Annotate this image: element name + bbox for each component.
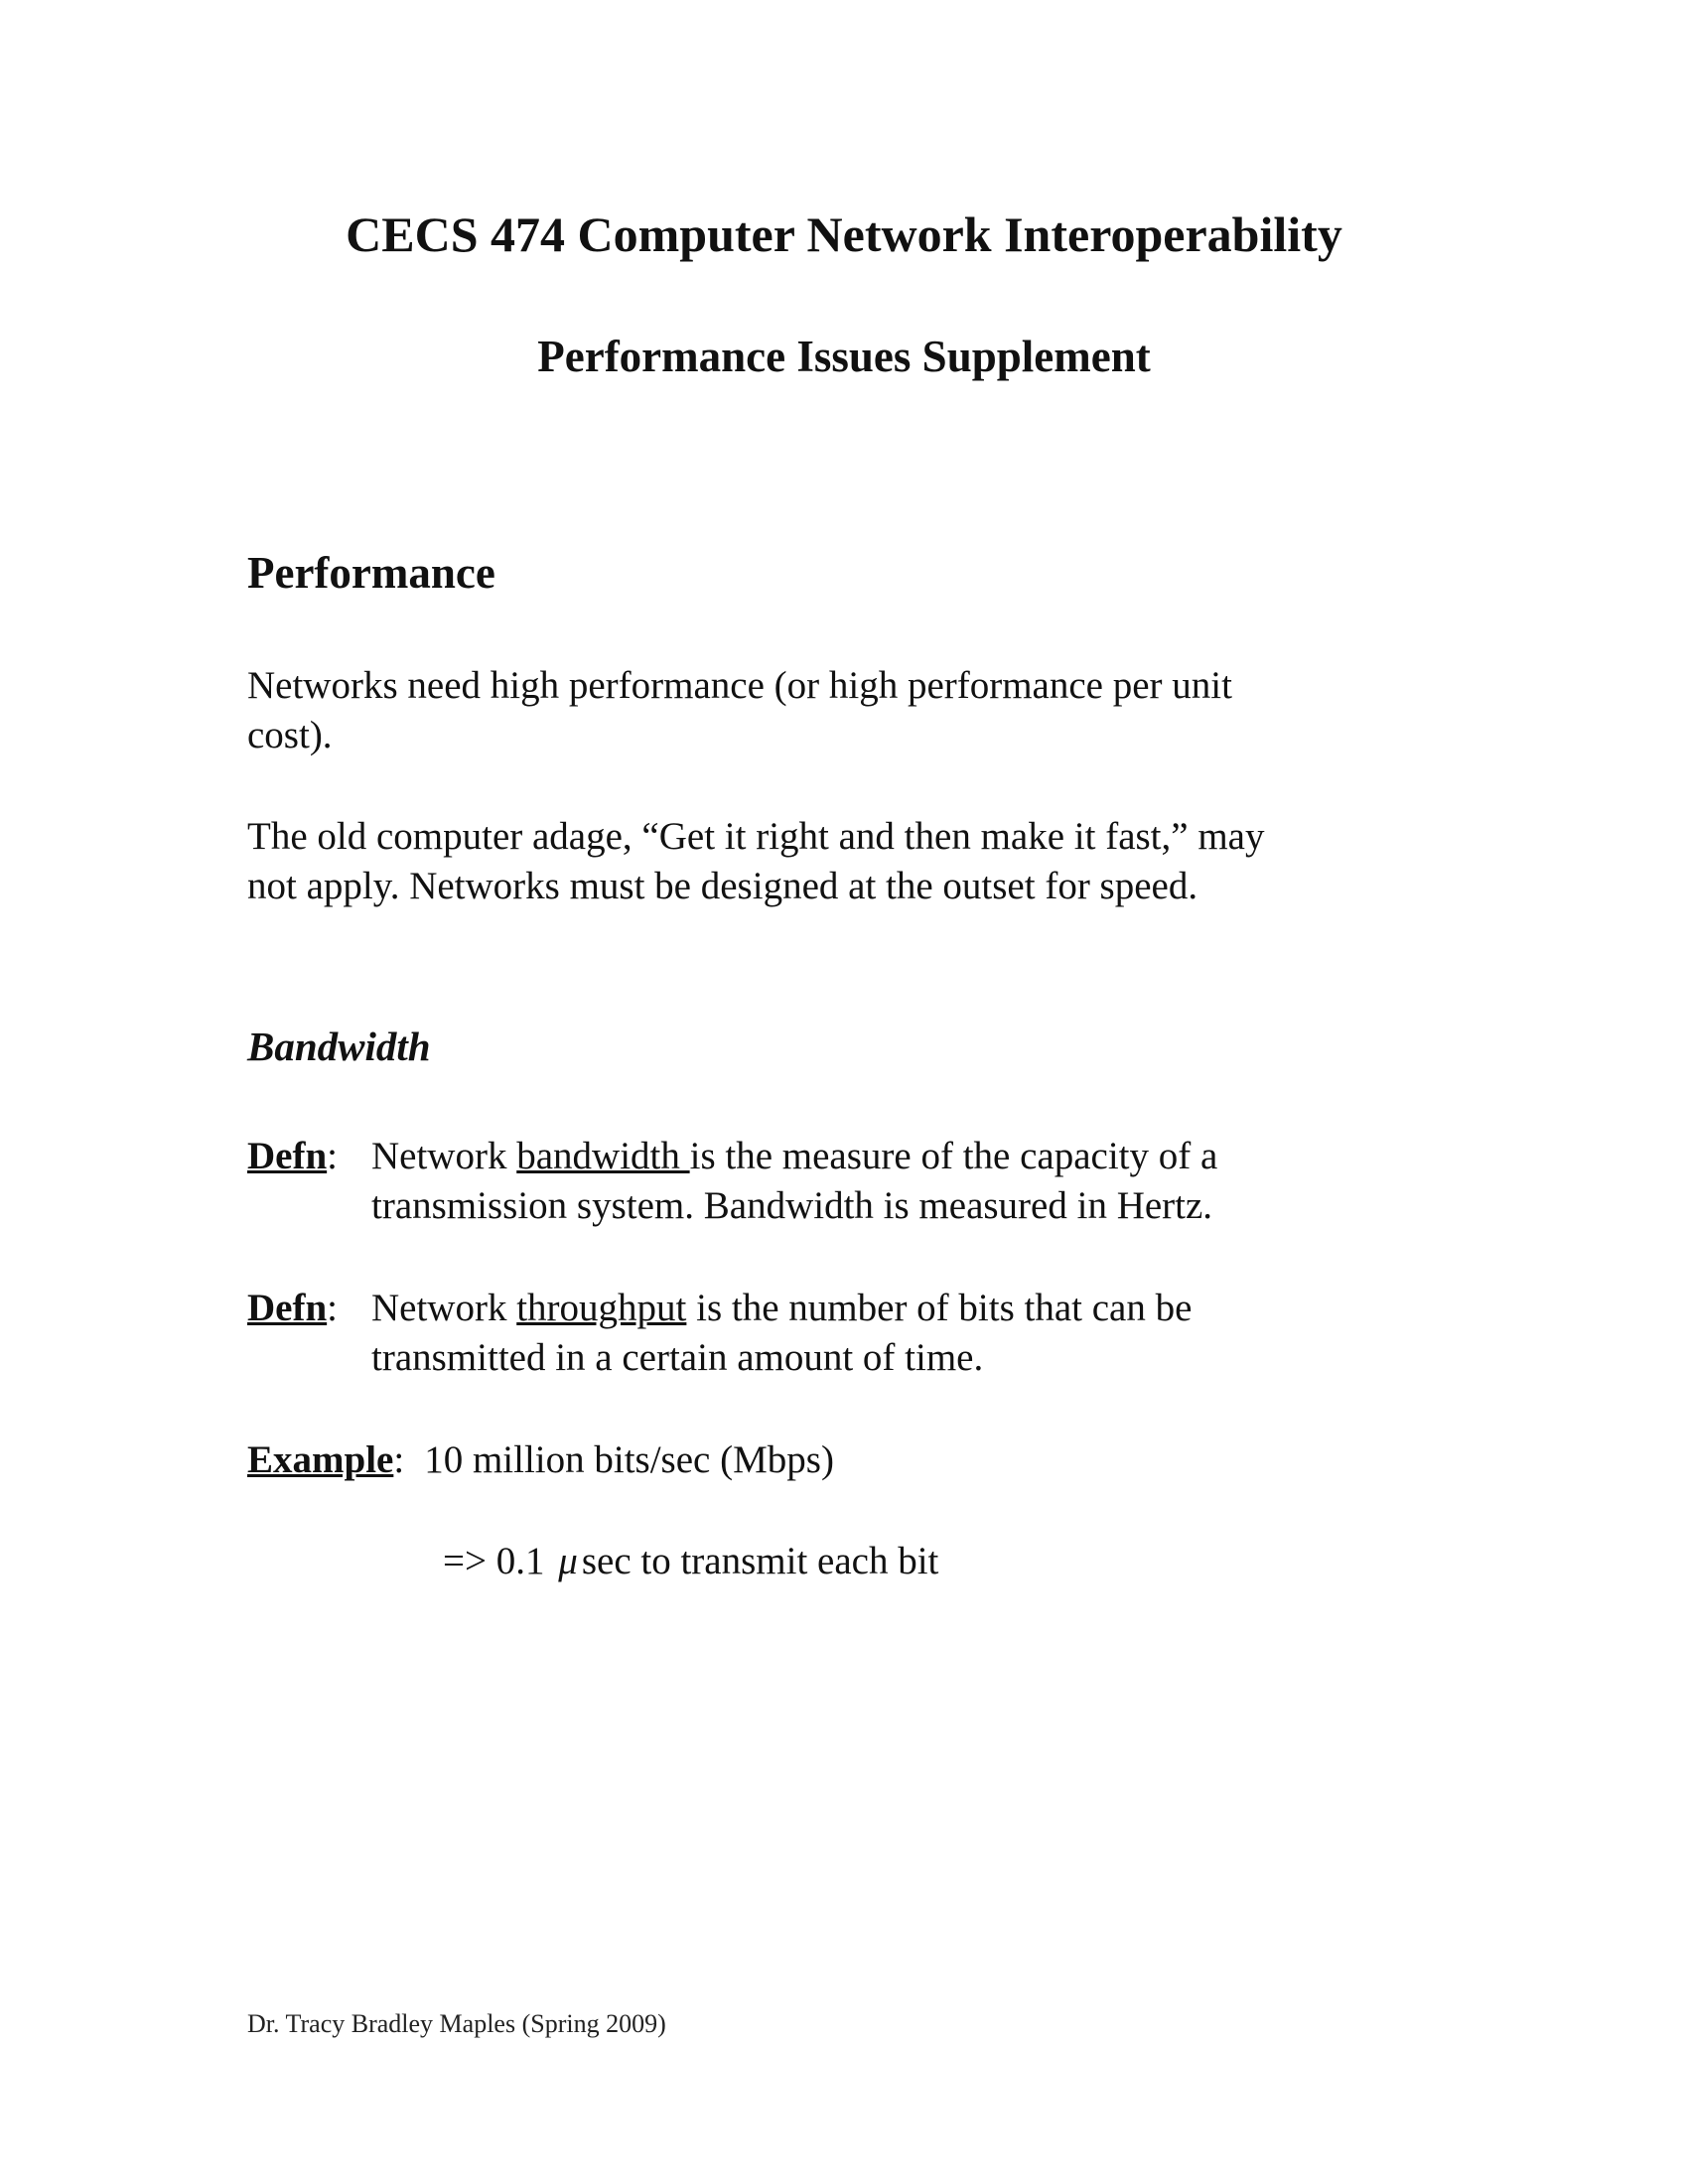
example-label bbox=[247, 1438, 404, 1481]
paragraph-line: The old computer adage, “Get it right and then make it fast,” may bbox=[247, 815, 1265, 858]
definition-line: transmission system. Bandwidth is measured in Hertz. bbox=[371, 1184, 1213, 1227]
definition-rest: is the number of bits that can be bbox=[686, 1287, 1193, 1329]
paragraph-adage bbox=[247, 812, 1488, 911]
definition-rest: is the measure of the capacity of a bbox=[689, 1135, 1218, 1177]
definition-label bbox=[247, 1132, 371, 1181]
definition-line bbox=[371, 1284, 1192, 1333]
definition-prefix: Network bbox=[371, 1135, 517, 1177]
definition-body bbox=[371, 1284, 1192, 1383]
definition-label-text: Defn bbox=[247, 1287, 328, 1329]
paragraph-line: cost). bbox=[247, 714, 333, 756]
definition-label-text: Defn bbox=[247, 1135, 328, 1177]
paragraph-performance-need bbox=[247, 661, 1488, 760]
mu-symbol: μ bbox=[558, 1540, 578, 1582]
example-bandwidth bbox=[247, 1435, 834, 1485]
paragraph-line: Networks need high performance (or high performance per unit bbox=[247, 664, 1232, 707]
page-subtitle: Performance Issues Supplement bbox=[537, 332, 1151, 381]
footer-author: Dr. Tracy Bradley Maples (Spring 2009) bbox=[247, 2009, 666, 2038]
section-heading-performance: Performance bbox=[247, 548, 495, 598]
example-label-text: Example bbox=[247, 1438, 394, 1481]
definition-body bbox=[371, 1132, 1217, 1231]
definition-label bbox=[247, 1284, 371, 1333]
definition-colon: : bbox=[327, 1287, 338, 1329]
definition-line: transmitted in a certain amount of time. bbox=[371, 1336, 984, 1379]
definition-prefix: Network bbox=[371, 1287, 517, 1329]
page-title: CECS 474 Computer Network Interoperability bbox=[346, 206, 1342, 262]
example-colon: : bbox=[393, 1438, 405, 1481]
example-text: 10 million bits/sec (Mbps) bbox=[424, 1438, 834, 1481]
definition-term: throughput bbox=[516, 1287, 687, 1329]
result-prefix: => 0.1 bbox=[443, 1540, 555, 1582]
definition-colon: : bbox=[327, 1135, 338, 1177]
paragraph-line: not apply. Networks must be designed at the outset for speed. bbox=[247, 865, 1198, 907]
definition-throughput bbox=[247, 1284, 1192, 1383]
definition-term: bandwidth bbox=[516, 1135, 690, 1177]
definition-line bbox=[371, 1132, 1217, 1181]
subheading-bandwidth: Bandwidth bbox=[247, 1024, 431, 1069]
definition-bandwidth bbox=[247, 1132, 1217, 1231]
result-suffix: sec to transmit each bit bbox=[581, 1540, 939, 1582]
example-result bbox=[443, 1537, 938, 1586]
